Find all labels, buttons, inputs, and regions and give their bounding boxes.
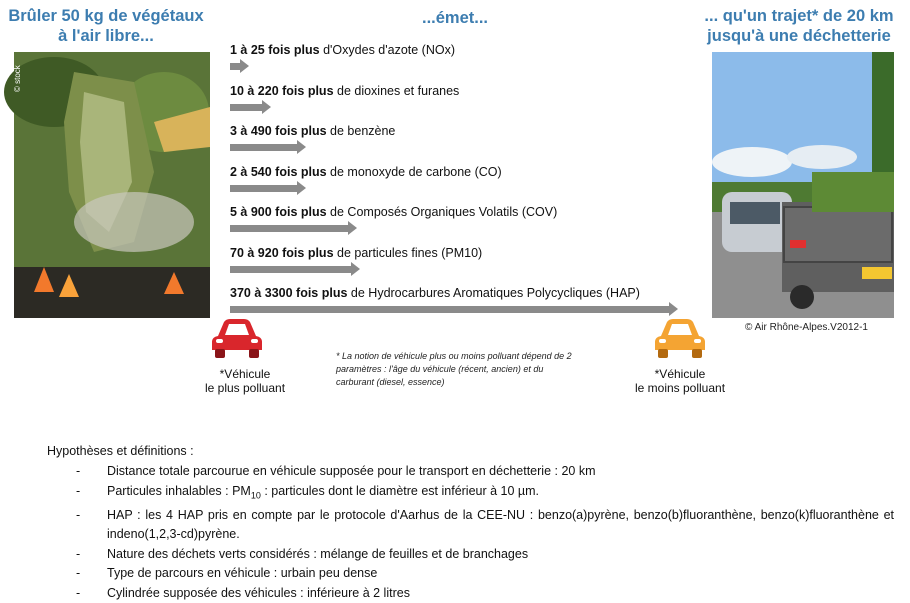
middle-title: ...émet... <box>380 8 530 28</box>
list-dash: - <box>76 506 80 526</box>
comparison-text <box>230 42 455 58</box>
comparison-arrow <box>230 225 349 232</box>
left-title: Brûler 50 kg de végétaux à l'air libre... <box>2 6 210 46</box>
copyright-text: © Air Rhône-Alpes.V2012-1 <box>745 322 868 333</box>
comparison-text <box>230 123 395 139</box>
comparison-arrow <box>230 144 298 151</box>
orange-car-icon <box>653 316 707 360</box>
comparison-range: 1 à 25 fois plus <box>230 43 320 57</box>
hypothesis-text: Cylindrée supposée des véhicules : inférieure à 2 litres <box>107 586 410 600</box>
hypothesis-item <box>72 584 894 603</box>
comparison-row <box>230 83 459 119</box>
comparison-pollutant: d'Oxydes d'azote (NOx) <box>320 43 455 57</box>
comparison-arrow <box>230 185 298 192</box>
hypothesis-subscript: 10 <box>251 490 261 500</box>
comparison-row <box>230 42 455 78</box>
comparison-arrow <box>230 63 241 70</box>
hypothesis-item <box>72 564 894 584</box>
list-dash: - <box>76 564 80 584</box>
comparison-arrow <box>230 266 352 273</box>
right-car-label: *Véhicule le moins polluant <box>625 367 735 395</box>
burning-vegetation-illustration <box>14 52 210 318</box>
hypothesis-text: HAP : les 4 HAP pris en compte par le protocole d'Aarhus de la CEE-NU : benzo(a)pyrène, benzo(b)fluoranthène, benzo(k)fluoranthène et indeno(1,2,3-cd)pyrène. <box>107 508 894 542</box>
comparison-range: 70 à 920 fois plus <box>230 246 334 260</box>
comparison-pollutant: de dioxines et furanes <box>334 84 460 98</box>
comparison-pollutant: de monoxyde de carbone (CO) <box>327 165 502 179</box>
comparison-arrow <box>230 104 263 111</box>
comparison-arrow <box>230 306 670 313</box>
comparison-row <box>230 164 502 200</box>
hypotheses-list <box>72 462 894 603</box>
photo-watermark: © stock <box>13 64 22 92</box>
comparison-pollutant: de Composés Organiques Volatils (COV) <box>327 205 558 219</box>
comparison-text <box>230 285 670 301</box>
comparison-pollutant: de benzène <box>327 124 396 138</box>
hypothesis-item <box>72 506 894 545</box>
comparison-range: 3 à 490 fois plus <box>230 124 327 138</box>
car-trailer-illustration <box>712 52 894 318</box>
hypothesis-text: Particules inhalables : PM <box>107 484 251 498</box>
burning-vegetation-photo <box>14 52 210 318</box>
left-car-label: *Véhicule le plus polluant <box>190 367 300 395</box>
hypothesis-item <box>72 482 894 506</box>
comparison-pollutant: de particules fines (PM10) <box>334 246 483 260</box>
comparison-text <box>230 164 502 180</box>
comparison-text <box>230 83 459 99</box>
comparison-row <box>230 123 395 159</box>
red-car-icon <box>210 316 264 360</box>
hypotheses-title: Hypothèses et définitions : <box>47 444 194 458</box>
hypothesis-text: Distance totale parcourue en véhicule supposée pour le transport en déchetterie : 20 km <box>107 464 596 478</box>
comparison-range: 2 à 540 fois plus <box>230 165 327 179</box>
list-dash: - <box>76 462 80 482</box>
list-dash: - <box>76 545 80 565</box>
hypothesis-text: Type de parcours en véhicule : urbain peu dense <box>107 566 377 580</box>
list-dash: - <box>76 482 80 502</box>
hypothesis-item <box>72 545 894 565</box>
list-dash: - <box>76 584 80 603</box>
comparison-range: 370 à 3300 fois plus <box>230 286 347 300</box>
comparison-row <box>230 204 557 240</box>
hypothesis-text: Nature des déchets verts considérés : mélange de feuilles et de branchages <box>107 547 528 561</box>
comparison-range: 5 à 900 fois plus <box>230 205 327 219</box>
hypothesis-item <box>72 462 894 482</box>
comparison-text <box>230 204 557 220</box>
right-title: ... qu'un trajet* de 20 km jusqu'à une déchetterie <box>690 6 908 46</box>
comparison-row <box>230 245 482 281</box>
hypothesis-text-after: : particules dont le diamètre est inférieur à 10 µm. <box>261 484 539 498</box>
comparison-pollutant: de Hydrocarbures Aromatiques Polycycliques (HAP) <box>347 286 639 300</box>
comparison-text <box>230 245 482 261</box>
vehicle-note: * La notion de véhicule plus ou moins polluant dépend de 2 paramètres : l'âge du véhicule (récent, ancien) et du carburant (diesel, essence) <box>336 350 576 389</box>
comparison-range: 10 à 220 fois plus <box>230 84 334 98</box>
car-trailer-photo <box>712 52 894 318</box>
comparison-row <box>230 285 670 321</box>
